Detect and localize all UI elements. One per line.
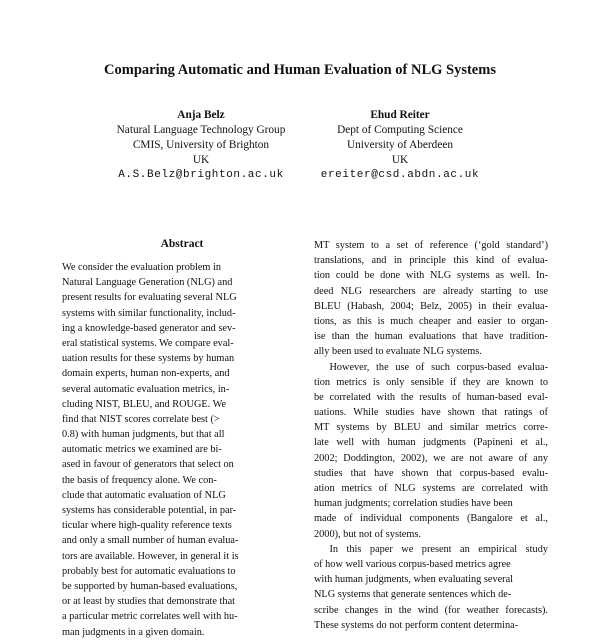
body-line: ation metrics of NLG systems are correlated with [314, 483, 548, 494]
body-line: deed NLG researchers are already starting to use [314, 285, 548, 297]
paper-title: Comparing Automatic and Human Evaluation of NLG Systems [104, 62, 496, 78]
author-affiliation-line: CMIS, University of Brighton [132, 139, 270, 151]
author-affiliation-line: UK [192, 154, 210, 166]
body-line: 2000), but not of systems. [314, 528, 421, 540]
abstract-line: man judgments in a given domain. [62, 626, 205, 638]
abstract-line: cluding NIST, BLEU, and ROUGE. We [62, 398, 227, 410]
author-block-reiter [280, 108, 520, 183]
abstract-line: tors are available. However, in general it is [62, 550, 239, 562]
body-line: MT systems by BLEU and similar metrics corre- [314, 422, 548, 434]
body-line: with human judgments, when evaluating several [314, 574, 514, 586]
author-affiliation-line: Dept of Computing Science [337, 124, 463, 136]
body-line: late well with human judgments (Papineni et al., [314, 437, 548, 449]
author-email: A.S.Belz@brighton.ac.uk [118, 169, 284, 181]
abstract-line: be supported by human-based evaluations, [62, 580, 238, 592]
abstract-line: domain experts, human non-experts, and [62, 368, 230, 380]
body-line: human judgments; correlation studies have been [314, 498, 513, 510]
abstract-line: and only a small number of human evalua- [62, 535, 239, 547]
abstract-line: a particular metric correlates well with hu- [62, 611, 238, 623]
abstract-heading: Abstract [160, 238, 204, 250]
author-affiliation-line: UK [391, 154, 409, 166]
abstract-line: or at least by studies that demonstrate that [62, 596, 236, 608]
body-line: translations, and in principle this kind of evalua- [314, 255, 548, 267]
abstract-line: probably best for automatic evaluations to [62, 565, 236, 577]
abstract-text [62, 260, 298, 640]
abstract-line: ing a knowledge-based generator and sev- [62, 322, 236, 334]
author-affiliation-line: Natural Language Technology Group [116, 124, 286, 136]
abstract-line: clude that automatic evaluation of NLG [62, 489, 226, 501]
body-line: made of individual components (Bangalore et al., [314, 513, 548, 525]
abstract-line: uation results for these systems by human [62, 353, 235, 365]
body-line: tions, as this is much cheaper and easier to organ- [314, 315, 548, 327]
body-line: be correlated with the results of human-based eval- [314, 391, 548, 403]
body-line: of how well various corpus-based metrics agree [314, 558, 511, 570]
abstract-line: We consider the evaluation problem in [62, 262, 222, 273]
author-name: Anja Belz [177, 109, 225, 121]
abstract-line: systems has considerable potential, in par- [62, 505, 237, 516]
abstract-line: the basis of frequency alone. We con- [62, 474, 217, 486]
abstract-line: ased in favour of generators that select on [62, 459, 234, 471]
body-line: studies that have shown that corpus-based evalu- [314, 467, 548, 479]
body-line: 2002; Doddington, 2002), we are not aware of any [314, 452, 548, 464]
body-text-right-column [314, 238, 548, 633]
body-line: scribe changes in the wind (for weather forecasts). [314, 604, 548, 616]
body-line: However, the use of such corpus-based evalua- [314, 361, 548, 373]
body-line: BLEU (Habash, 2004; Belz, 2005) in their evalua- [314, 300, 548, 312]
abstract-line: ticular where high-quality reference texts [62, 520, 232, 532]
abstract-line: several automatic evaluation metrics, in- [62, 383, 230, 395]
author-affiliation-line: University of Aberdeen [346, 139, 454, 151]
body-line: uations. While studies have shown that ratings of [314, 407, 548, 419]
abstract-line: eral statistical systems. We compare eval- [62, 337, 234, 349]
body-line: tion metrics is only sensible if they are known to [314, 376, 548, 388]
body-line: ise than the human evaluations that have tradition- [314, 331, 548, 343]
body-line: tion could be done with NLG systems as well. In- [314, 270, 548, 282]
abstract-line: 0.8) with human judgments, but that all [62, 429, 225, 441]
body-line: These systems do not perform content determina- [314, 619, 519, 631]
abstract-line: find that NIST scores correlate best (> [62, 413, 220, 425]
abstract-line: automatic metrics we examined are bi- [62, 444, 222, 456]
body-line: ally been used to evaluate NLG systems. [314, 346, 482, 358]
abstract-line: systems with similar functionality, includ- [62, 307, 236, 319]
body-line: NLG systems that generate sentences which de- [314, 589, 512, 601]
author-name: Ehud Reiter [370, 109, 430, 121]
body-line: MT system to a set of reference (‘gold standard’) [314, 240, 548, 251]
body-line: In this paper we present an empirical study [314, 543, 548, 555]
abstract-line: Natural Language Generation (NLG) and [62, 277, 233, 289]
abstract-line: present results for evaluating several NLG [62, 292, 237, 304]
author-email: ereiter@csd.abdn.ac.uk [320, 169, 480, 181]
